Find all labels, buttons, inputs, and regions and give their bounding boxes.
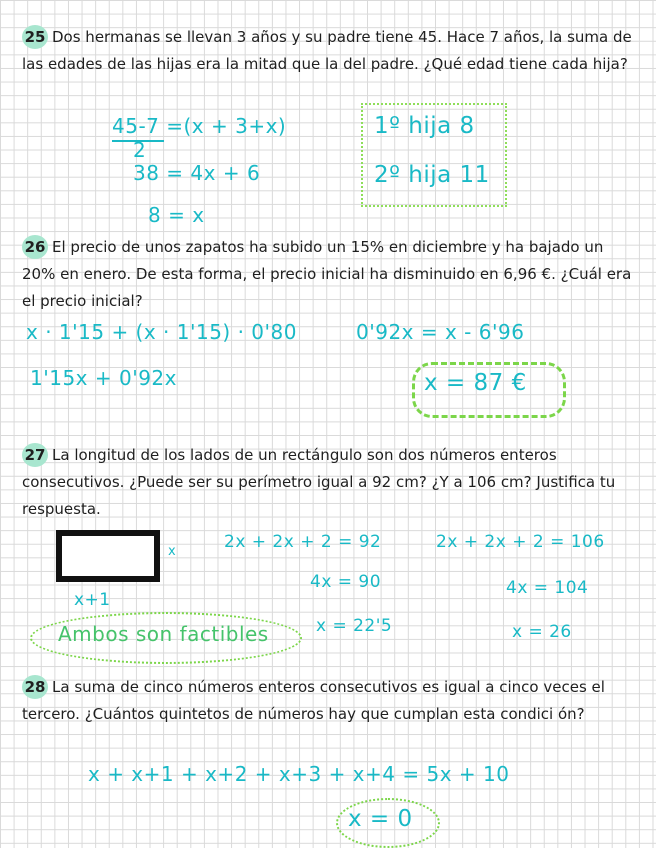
handwritten-equation: x + x+1 + x+2 + x+3 + x+4 = 5x + 10 bbox=[88, 762, 510, 786]
handwritten-denominator: 2 bbox=[133, 138, 147, 162]
problem-text: Dos hermanas se llevan 3 años y su padre tiene 45. Hace 7 años, la suma de las edades de las hijas era la mitad que la del padre. ¿Qué edad tiene cada hija? bbox=[22, 28, 632, 73]
problem-number-badge: 28 bbox=[22, 675, 48, 699]
rectangle-sketch bbox=[56, 530, 160, 582]
handwritten-equation: 0'92x = x - 6'96 bbox=[356, 320, 525, 344]
handwritten-equation: x = 26 bbox=[512, 622, 572, 642]
handwritten-answer: 2º hija 11 bbox=[374, 162, 490, 188]
problem-text: La suma de cinco números enteros consecutivos es igual a cinco veces el tercero. ¿Cuántos quintetos de números hay que cumplan esta condici ón? bbox=[22, 678, 605, 723]
handwritten-equation: 1'15x + 0'92x bbox=[30, 366, 177, 390]
handwritten-equation: 4x = 104 bbox=[506, 578, 589, 598]
handwritten-equation: 2x + 2x + 2 = 92 bbox=[224, 532, 382, 552]
problem-text: La longitud de los lados de un rectángulo son dos números enteros consecutivos. ¿Puede ser su perímetro igual a 92 cm? ¿Y a 106 cm? Justifica tu respuesta. bbox=[22, 446, 616, 518]
handwritten-equation: 2x + 2x + 2 = 106 bbox=[436, 532, 605, 552]
problem-number-badge: 27 bbox=[22, 443, 48, 467]
problem-25-statement bbox=[22, 24, 638, 78]
handwritten-equation: x · 1'15 + (x · 1'15) · 0'80 bbox=[26, 320, 297, 344]
problem-number-badge: 26 bbox=[22, 235, 48, 259]
handwritten-equation: 45-7 =(x + 3+x) bbox=[112, 114, 287, 138]
problem-26-statement bbox=[22, 234, 638, 315]
handwritten-equation: 8 = x bbox=[148, 203, 205, 227]
handwritten-conclusion: Ambos son factibles bbox=[58, 622, 269, 646]
handwritten-answer: x = 0 bbox=[348, 806, 413, 832]
handwritten-answer: 1º hija 8 bbox=[374, 113, 475, 139]
handwritten-equation: 4x = 90 bbox=[310, 572, 382, 592]
side-label: x+1 bbox=[74, 590, 111, 610]
problem-number-badge: 25 bbox=[22, 25, 48, 49]
problem-28-statement bbox=[22, 674, 638, 728]
handwritten-answer: x = 87 € bbox=[424, 370, 527, 396]
problem-text: El precio de unos zapatos ha subido un 15% en diciembre y ha bajado un 20% en enero. De esta forma, el precio inicial ha disminuido en 6,96 €. ¿Cuál era el precio inicial? bbox=[22, 238, 632, 310]
handwritten-equation: 38 = 4x + 6 bbox=[133, 161, 261, 185]
problem-27-statement bbox=[22, 442, 638, 523]
handwritten-equation: x = 22'5 bbox=[316, 616, 393, 636]
side-label: x bbox=[168, 544, 177, 559]
